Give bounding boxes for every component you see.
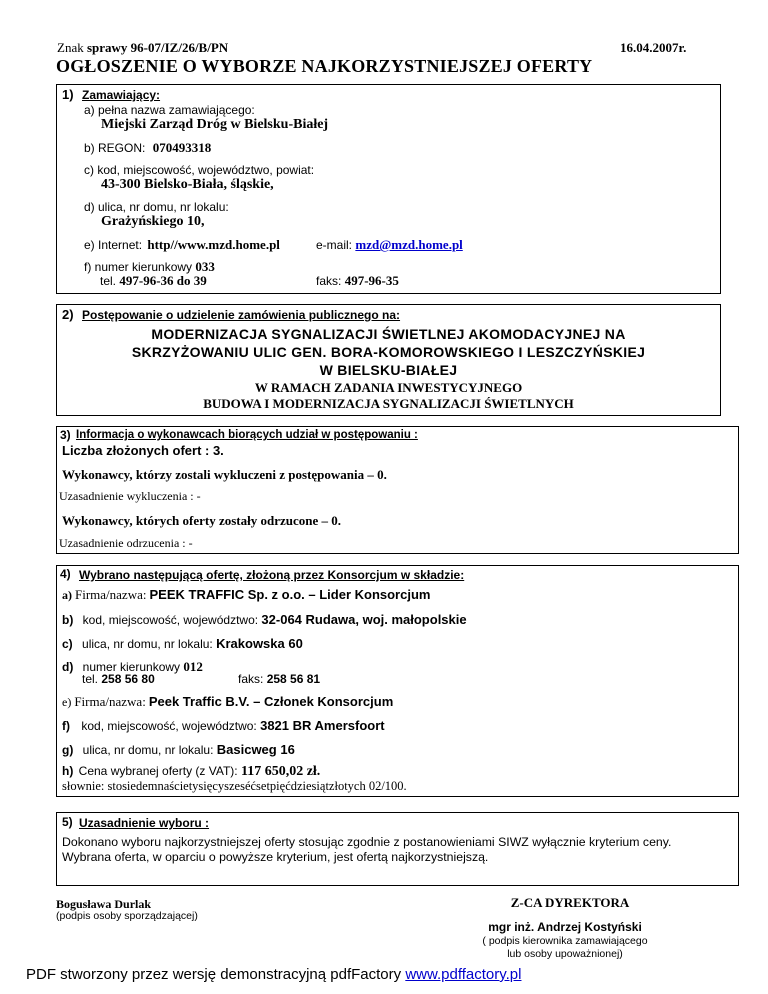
pdf-link[interactable]: www.pdffactory.pl [405,966,522,983]
authority-city: 43-300 Bielsko-Biała, śląskie, [101,177,274,192]
section-4-title: Wybrano następującą ofertę, złożoną przez Konsorcjum w składzie: [79,568,465,582]
section-5-title: Uzasadnienie wyboru : [79,816,210,830]
leader-company: PEEK TRAFFIC Sp. z o.o. – Lider Konsorcjum [149,587,431,602]
offers-count: Liczba złożonych ofert : 3. [62,443,224,458]
excluded-contractors: Wykonawcy, którzy zostali wykluczeni z postępowania – 0. [62,467,387,482]
director-caption-2: lub osoby upoważnionej) [507,948,623,960]
s1-email-line [316,237,463,253]
section-3-number: 3) [60,428,71,442]
section-3-title: Informacja o wykonawcach biorących udział w postępowaniu : [76,429,418,441]
justification-line-1: Dokonano wyboru najkorzystniejszej oferty stosując zgodnie z postanowieniami SIWZ wyłącznie kryterium ceny. [62,835,672,849]
case-prefix: Znak [57,40,84,55]
leader-area-code: 012 [183,659,203,674]
s4-e-letter: e) [62,695,72,709]
s4-c-letter: c) [62,637,73,651]
s4-f-letter: f) [62,719,70,733]
leader-street: Krakowska 60 [216,636,303,651]
s4-fax-label: faks: [238,672,264,686]
authority-street: Grażyńskiego 10, [101,214,205,229]
s1-d-label: d) ulica, nr domu, nr lokalu: [84,200,229,214]
tel-value: 497-96-36 do 39 [119,273,207,288]
area-code-value: 033 [195,259,215,274]
s1-a-label: a) pełna nazwa zamawiającego: [84,103,255,117]
preparer-caption: (podpis osoby sporządzającej) [56,910,198,922]
leader-tel: 258 56 80 [101,672,155,686]
s4-b-letter: b) [62,613,74,627]
s4-b-label: kod, miejscowość, województwo: [82,613,259,627]
pdf-watermark [26,966,521,983]
s1-e-line [84,237,280,253]
section-2-number: 2) [62,307,74,322]
procurement-title-line-5: BUDOWA I MODERNIZACJA SYGNALIZACJI ŚWIETLNYCH [203,396,574,411]
director-name: mgr inż. Andrzej Kostyński [488,920,642,934]
fax-label: faks: [316,274,342,288]
member-city: 3821 BR Amersfoort [260,718,385,733]
s4-a-line [62,587,430,603]
leader-fax: 258 56 81 [266,672,321,686]
s4-g-letter: g) [62,743,74,757]
director-title: Z-CA DYREKTORA [510,895,630,910]
s4-fax-line [238,672,320,686]
document-title: OGŁOSZENIE O WYBORZE NAJKORZYSTNIEJSZEJ OFERTY [56,56,593,76]
procurement-title-line-4: W RAMACH ZADANIA INWESTYCYJNEGO [254,380,523,395]
s4-h-label: Cena wybranej oferty (z VAT): [78,764,238,778]
procurement-title-line-1: MODERNIZACJA SYGNALIZACJI ŚWIETLNEJ AKOMODACYJNEJ NA [151,326,626,342]
leader-city: 32-064 Rudawa, woj. małopolskie [261,612,467,627]
email-label: e-mail: [316,238,353,252]
s4-b-line [62,612,467,627]
tel-label: tel. [100,274,117,288]
s4-f-line [62,718,385,733]
s4-e-label: Firma/nazwa: [74,694,146,709]
section-5-number: 5) [62,815,73,829]
internet-label: e) Internet: [84,238,143,252]
rejected-reason: Uzasadnienie odrzucenia : - [59,536,193,550]
regon-value: 070493318 [152,140,212,155]
s4-e-line [62,694,393,710]
s1-c-label: c) kod, miejscowość, województwo, powiat: [84,163,315,177]
section-4-number: 4) [60,567,71,581]
member-company: Peek Traffic B.V. – Członek Konsorcjum [148,694,394,709]
case-label: sprawy 96-07/IZ/26/B/PN [86,40,229,55]
s1-tel-line [100,273,207,289]
rejected-contractors: Wykonawcy, których oferty zostały odrzucone – 0. [62,513,341,528]
case-number [57,40,228,56]
director-caption-1: ( podpis kierownika zamawiającego [482,935,648,947]
member-street: Basicweg 16 [216,742,295,757]
excluded-reason: Uzasadnienie wykluczenia : - [59,489,201,503]
section-1-number: 1) [62,87,74,102]
pdf-note: PDF stworzony przez wersję demonstracyjną pdfFactory [26,966,402,983]
s4-a-label: Firma/nazwa: [75,587,147,602]
fax-value: 497-96-35 [344,273,399,288]
regon-label: b) REGON: [84,141,146,155]
s1-b-line [84,140,211,156]
s4-h-line [62,764,320,780]
authority-name: Miejski Zarząd Dróg w Bielsku-Białej [101,117,329,132]
s4-g-line [62,742,295,757]
s4-g-label: ulica, nr domu, nr lokalu: [82,743,214,757]
procurement-title-line-2: SKRZYŻOWANIU ULIC GEN. BORA-KOMOROWSKIEGO I LESZCZYŃSKIEJ [131,344,646,360]
s4-d-letter: d) [62,660,74,674]
s4-c-label: ulica, nr domu, nr lokalu: [82,637,213,651]
procurement-title-line-3: W BIELSKU-BIAŁEJ [319,362,458,378]
s4-d-label: numer kierunkowy [82,660,181,674]
s1-fax-line [316,273,399,289]
s4-tel-label: tel. [82,672,99,686]
price-in-words: słownie: stosiedemnaścietysięcyszeséćsetpięćdziesiątzłotych 02/100. [62,779,407,793]
document-date: 16.04.2007r. [620,40,687,55]
preparer-name: Bogusława Durlak [56,897,152,911]
s4-f-label: kod, miejscowość, województwo: [81,719,257,733]
s4-c-line [62,636,303,651]
area-code-label: f) numer kierunkowy [84,260,193,274]
email-link[interactable]: mzd@mzd.home.pl [355,237,463,252]
internet-value[interactable]: http//www.mzd.home.pl [147,237,280,252]
s4-h-letter: h) [62,764,74,778]
s4-a-letter: a) [62,588,72,602]
section-2-title: Postępowanie o udzielenie zamówienia publicznego na: [82,308,401,322]
justification-line-2: Wybrana oferta, w oparciu o powyższe kryterium, jest ofertą najkorzystniejszą. [62,850,489,864]
section-1-title: Zamawiający: [82,88,161,102]
offer-price: 117 650,02 zł. [240,764,321,779]
s4-tel-line [82,672,155,686]
